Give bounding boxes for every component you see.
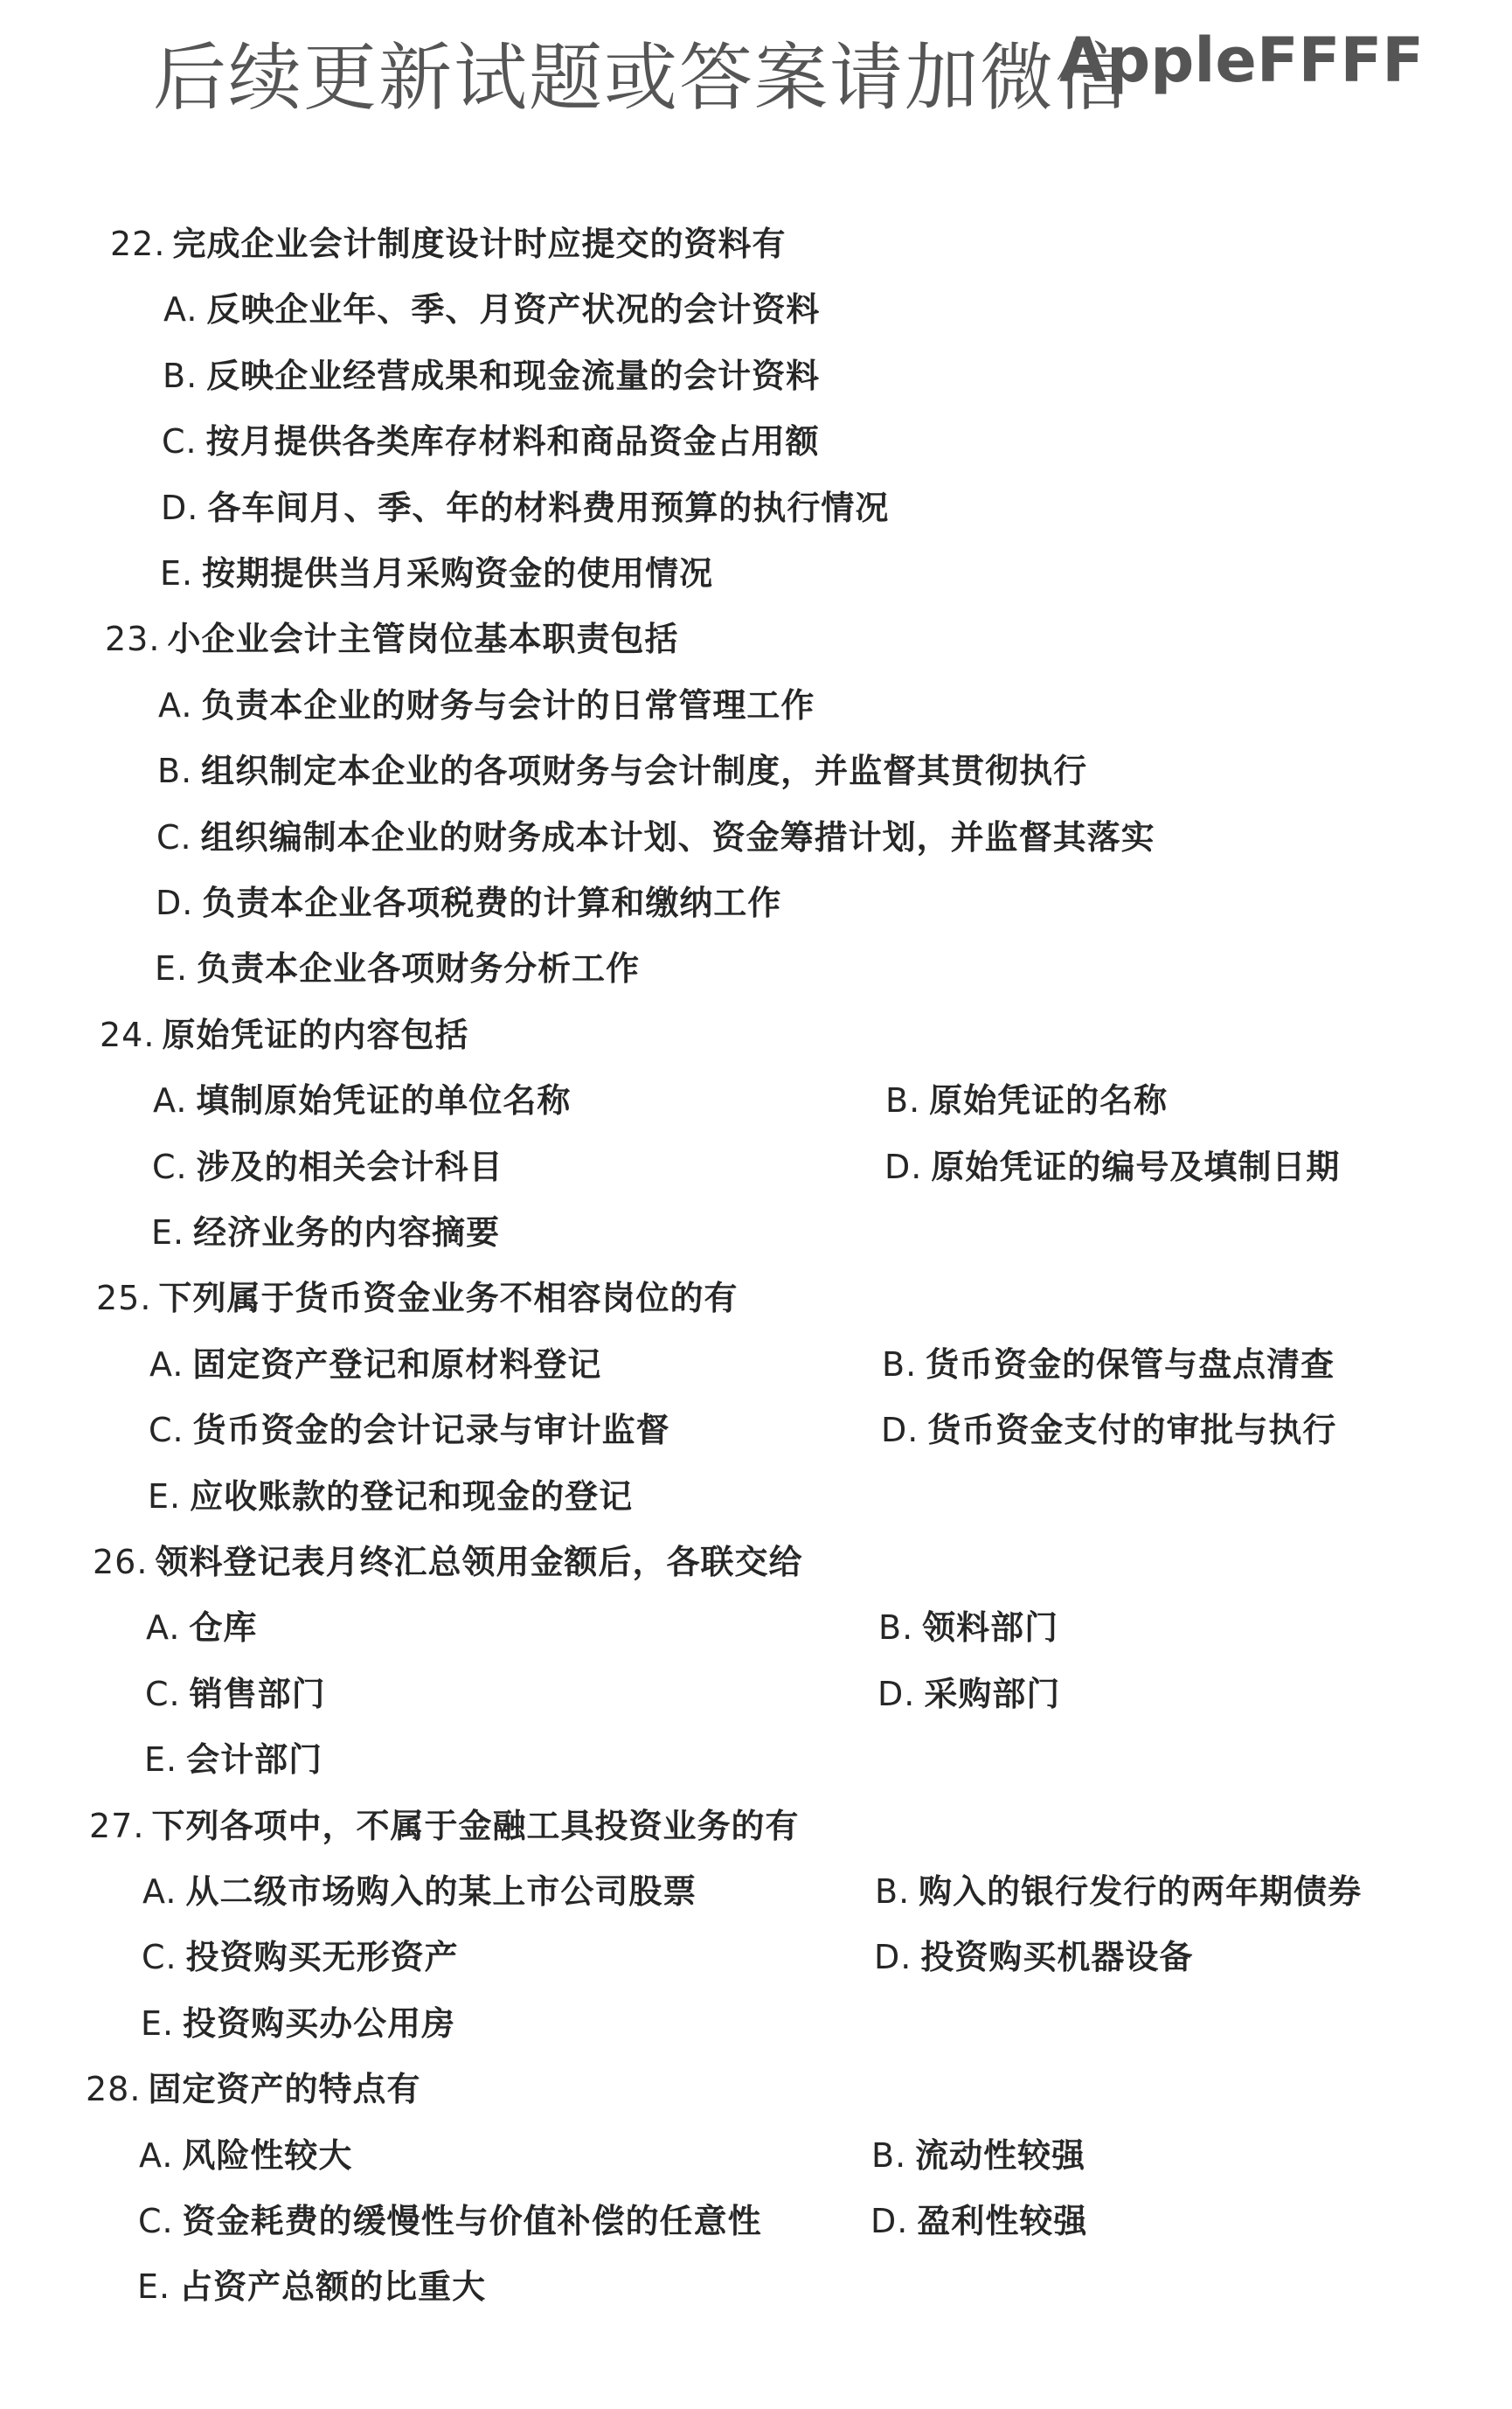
option-key: A.: [146, 1608, 181, 1648]
option-key: B.: [882, 1344, 918, 1384]
option-key: D.: [877, 1674, 916, 1713]
option-key: B.: [878, 1608, 914, 1648]
option-key: D.: [156, 884, 194, 922]
option-key: A.: [142, 1872, 177, 1911]
watermark-header: [0, 19, 1512, 121]
option-text: 原始凭证的编号及填制日期: [931, 1147, 1341, 1186]
option-text: 投资购买办公用房: [183, 2003, 456, 2043]
option-key: C.: [156, 817, 192, 857]
option-text: 经济业务的内容摘要: [193, 1213, 501, 1252]
option-key: B.: [875, 1872, 911, 1911]
option-a: [139, 2128, 352, 2176]
option-b: [885, 1073, 1168, 1121]
option-key: A.: [139, 2135, 174, 2175]
question-number: 23.: [105, 620, 161, 659]
option-text: 反映企业经营成果和现金流量的会计资料: [206, 356, 821, 395]
option-key: C.: [162, 422, 198, 462]
option-a: [142, 1864, 697, 1913]
option-text: 从二级市场购入的某上市公司股票: [185, 1872, 697, 1911]
option-b: [157, 744, 1087, 792]
option-text: 反映企业年、季、月资产状况的会计资料: [206, 290, 821, 330]
option-e: [151, 1205, 500, 1253]
option-text: 盈利性较强: [917, 2202, 1088, 2240]
option-e: [148, 1469, 633, 1517]
option-d: [156, 876, 781, 924]
option-d: [874, 1930, 1193, 1978]
header-text-en: AppleFFFF: [1059, 24, 1425, 96]
option-key: A.: [158, 685, 193, 725]
option-a: [149, 1337, 601, 1385]
option-text: 填制原始凭证的单位名称: [196, 1081, 572, 1121]
option-c: [138, 2194, 762, 2242]
option-a: [158, 678, 815, 726]
option-key: B.: [157, 752, 193, 791]
option-text: 投资购买机器设备: [920, 1938, 1194, 1977]
option-b: [871, 2128, 1085, 2176]
option-e: [144, 1732, 323, 1781]
option-key: E.: [155, 949, 189, 989]
question-stem: [89, 1799, 799, 1847]
option-key: A.: [163, 290, 198, 330]
option-key: B.: [871, 2135, 907, 2175]
question-stem: [100, 1008, 468, 1056]
option-b: [878, 1600, 1058, 1649]
option-key: E.: [137, 2267, 171, 2307]
option-key: C.: [138, 2202, 174, 2240]
option-text: 涉及的相关会计科目: [196, 1147, 503, 1186]
option-text: 应收账款的登记和现金的登记: [190, 1476, 634, 1516]
option-text: 按期提供当月采购资金的使用情况: [202, 554, 714, 593]
question-number: 27.: [89, 1806, 145, 1845]
option-key: D.: [161, 488, 199, 527]
option-key: C.: [145, 1674, 181, 1713]
question-stem: [105, 612, 678, 660]
option-d: [877, 1667, 1060, 1715]
question-number: 25.: [96, 1279, 152, 1318]
option-b: [875, 1864, 1362, 1913]
question-stem: [110, 217, 786, 265]
option-c: [149, 1403, 670, 1451]
question-text: 小企业会计主管岗位基本职责包括: [167, 620, 679, 659]
option-key: E.: [151, 1213, 185, 1252]
option-d: [884, 1140, 1340, 1188]
option-key: E.: [144, 1740, 178, 1780]
option-text: 销售部门: [189, 1674, 326, 1713]
option-text: 风险性较大: [182, 2135, 353, 2175]
option-text: 固定资产登记和原材料登记: [192, 1344, 602, 1384]
option-text: 组织制定本企业的各项财务与会计制度，并监督其贯彻执行: [201, 752, 1088, 791]
option-c: [156, 810, 1155, 858]
option-key: A.: [149, 1344, 184, 1384]
option-a: [163, 282, 820, 330]
option-key: C.: [152, 1147, 188, 1186]
option-text: 货币资金的保管与盘点清查: [926, 1344, 1335, 1384]
option-d: [881, 1403, 1336, 1451]
option-text: 领料部门: [922, 1608, 1059, 1648]
option-key: E.: [160, 554, 194, 593]
option-key: C.: [142, 1938, 177, 1977]
option-c: [152, 1140, 503, 1188]
option-d: [161, 481, 889, 529]
option-text: 投资购买无形资产: [185, 1938, 459, 1977]
option-text: 组织编制本企业的财务成本计划、资金筹措计划，并监督其落实: [200, 817, 1155, 857]
option-a: [146, 1600, 257, 1649]
option-e: [155, 941, 640, 989]
option-e: [137, 2260, 486, 2308]
option-a: [153, 1073, 571, 1121]
option-key: D.: [874, 1938, 912, 1977]
option-key: E.: [148, 1476, 182, 1516]
option-key: A.: [153, 1081, 188, 1121]
option-key: D.: [870, 2202, 909, 2240]
option-text: 购入的银行发行的两年期债券: [919, 1872, 1363, 1911]
question-number: 26.: [93, 1543, 149, 1581]
option-text: 仓库: [189, 1608, 258, 1648]
option-c: [162, 414, 820, 462]
option-text: 货币资金支付的审批与执行: [927, 1411, 1337, 1450]
option-key: E.: [141, 2003, 175, 2043]
question-number: 24.: [100, 1015, 156, 1054]
option-b: [163, 349, 820, 397]
option-key: C.: [149, 1411, 184, 1450]
option-text: 会计部门: [186, 1740, 323, 1780]
option-text: 采购部门: [924, 1674, 1061, 1713]
question-stem: [86, 2062, 420, 2110]
option-text: 货币资金的会计记录与审计监督: [192, 1411, 670, 1450]
option-b: [882, 1337, 1335, 1385]
option-text: 流动性较强: [915, 2135, 1086, 2175]
option-e: [160, 546, 713, 594]
question-number: 22.: [110, 225, 166, 263]
option-c: [145, 1667, 326, 1715]
question-text: 原始凭证的内容包括: [162, 1015, 469, 1054]
question-stem: [93, 1535, 802, 1583]
option-text: 资金耗费的缓慢性与价值补偿的任意性: [182, 2202, 762, 2240]
option-text: 占资产总额的比重大: [179, 2267, 487, 2307]
option-text: 负责本企业各项税费的计算和缴纳工作: [202, 884, 782, 922]
option-key: D.: [881, 1411, 919, 1450]
option-key: D.: [884, 1147, 923, 1186]
option-c: [142, 1930, 459, 1978]
question-text: 固定资产的特点有: [148, 2070, 421, 2109]
question-text: 领料登记表月终汇总领用金额后，各联交给: [155, 1543, 803, 1581]
question-number: 28.: [86, 2070, 142, 2109]
option-text: 按月提供各类库存材料和商品资金占用额: [205, 422, 820, 462]
question-text: 完成企业会计制度设计时应提交的资料有: [172, 225, 787, 263]
option-text: 原始凭证的名称: [929, 1081, 1169, 1121]
option-e: [141, 1996, 455, 2045]
option-key: B.: [885, 1081, 921, 1121]
option-text: 负责本企业的财务与会计的日常管理工作: [201, 685, 815, 725]
option-key: B.: [163, 356, 198, 395]
option-d: [870, 2194, 1087, 2242]
question-stem: [96, 1271, 738, 1319]
option-text: 各车间月、季、年的材料费用预算的执行情况: [207, 488, 890, 527]
question-text: 下列各项中，不属于金融工具投资业务的有: [151, 1806, 800, 1845]
header-text-cn: 后续更新试题或答案请加微信: [153, 35, 1131, 121]
question-text: 下列属于货币资金业务不相容岗位的有: [158, 1279, 739, 1318]
option-text: 负责本企业各项财务分析工作: [197, 949, 641, 989]
